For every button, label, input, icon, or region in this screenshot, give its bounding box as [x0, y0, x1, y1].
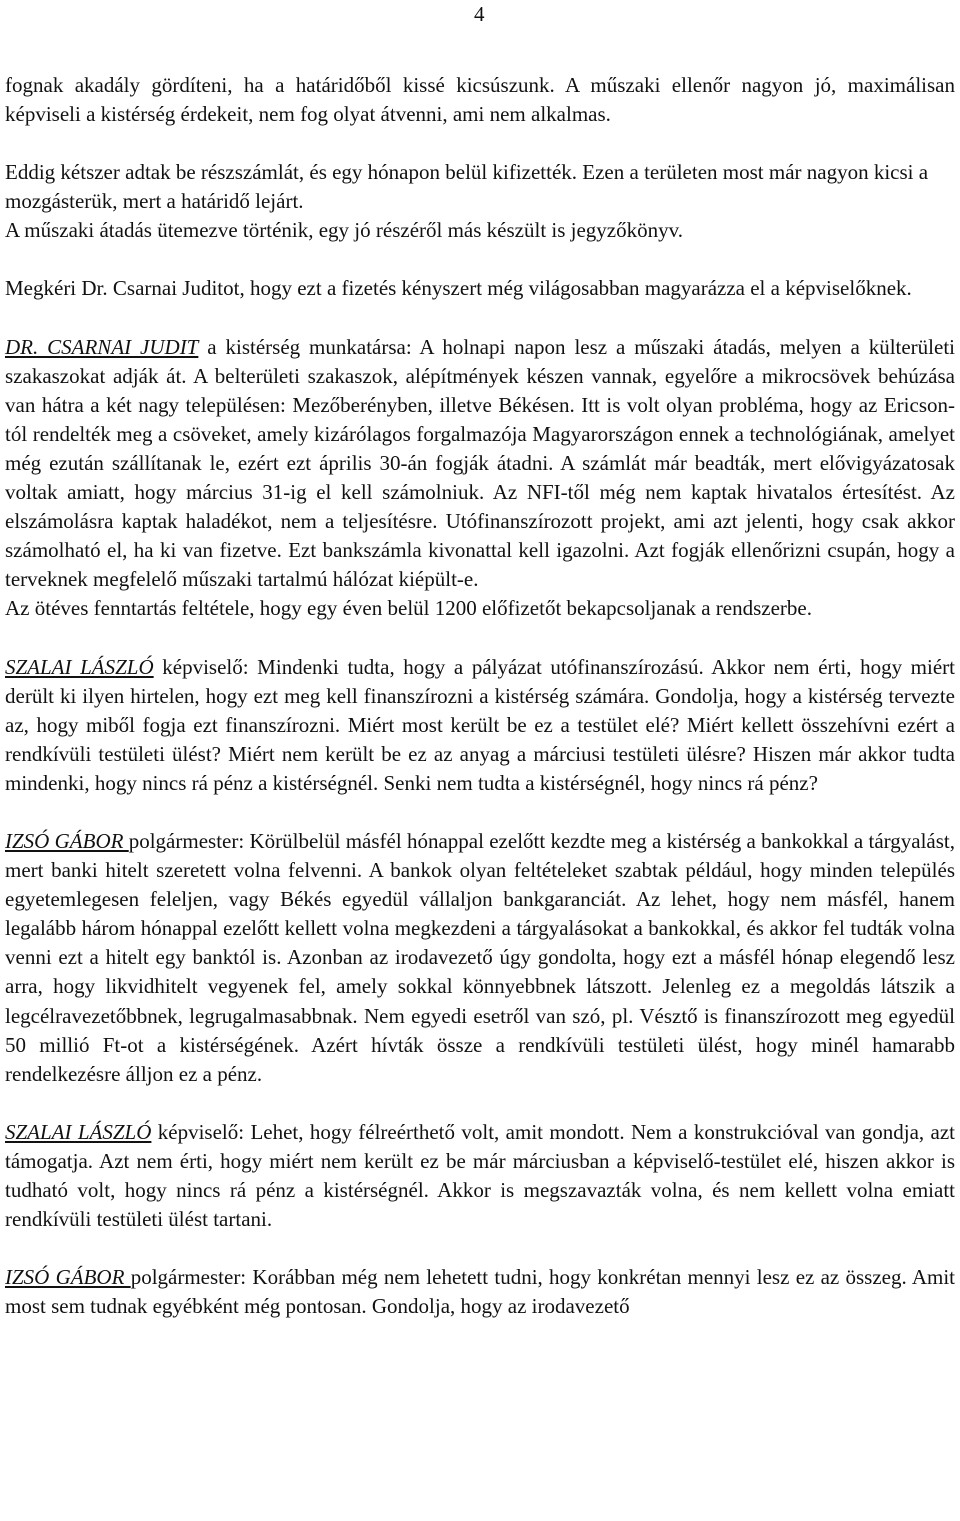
paragraph-invoices: [5, 158, 955, 216]
speech-csarnai-judit: [5, 333, 955, 595]
speaker-name: DR. CSARNAI JUDIT: [5, 334, 199, 359]
speech-izso-gabor-1: [5, 827, 955, 1089]
paragraph-text: A műszaki átadás ütemezve történik, egy jó részéről más készült is jegyzőkönyv.: [5, 218, 684, 243]
paragraph-maintenance: [5, 594, 955, 623]
paragraph-text: fognak akadály gördíteni, ha a határidőből kissé kicsúszunk. A műszaki ellenőr nagyon jó, maximálisan képviseli a kistérség érdekeit, nem fog olyat átvenni, ami nem alkalmas.: [5, 73, 955, 127]
speech-text: polgármester: Korábban még nem lehetett tudni, hogy konkrétan mennyi lesz ez az összeg. Amit most sem tudnak egyébként még pontosan. Gondolja, hogy az irodavezető: [5, 1265, 955, 1319]
paragraph-continuation: [5, 71, 955, 129]
paragraph-text: Az ötéves fenntartás feltétele, hogy egy éven belül 1200 előfizetőt bekapcsoljanak a rendszerbe.: [5, 596, 812, 621]
paragraph-text: Megkéri Dr. Csarnai Juditot, hogy ezt a fizetés kényszert még világosabban magyarázza el a képviselőknek.: [5, 276, 912, 301]
speaker-name: SZALAI LÁSZLÓ: [5, 1119, 152, 1144]
speech-text: képviselő: Lehet, hogy félreérthető volt, amit mondott. Nem a konstrukcióval van gondja, azt támogatja. Azt nem érti, hogy miért nem került ez be már márciusban a képviselő-testület elé, hiszen akkor is tudható volt, hogy nincs rá pénz a kistérségnél. Akkor is megszavazták volna, és nem kellett volna emiatt rendkívüli testületi ülést tartani.: [5, 1119, 955, 1232]
paragraph-request: [5, 274, 955, 303]
page-number: 4: [474, 2, 485, 26]
speech-text: polgármester: Körülbelül másfél hónappal ezelőtt kezdte meg a kistérség a bankokkal a tárgyalást, mert banki hitelt szeretett volna felvenni. A bankok olyan feltételeket szabtak például, hogy minden település egyetemlegesen feleljen, vagy Békés egyedül vállaljon bankgaranciát. Az lehet, hogy nem másfél, hanem legalább három hónappal ezelőtt kellett volna megkezdeni a tárgyalásokat a bankokkal, és akkor fel tudták volna venni ezt a hitelt egy banktól is. Azonban az irodavezető úgy gondolta, hogy ezt a másfél hónap elegendő lesz arra, hogy likvidhitelt vegyenek fel, amely sokkal könnyebbnek látszott. Jelenleg ez a megoldás látszik a legcélravezetőbbnek, legrugalmasabbnak. Nem egyedi esetről van szó, pl. Vésztő is finanszírozott meg egyedül 50 millió Ft-ot a kistérségének. Azért hívták össze a rendkívüli testületi ülést, hogy minél hamarabb rendelkezésre álljon ez a pénz.: [5, 828, 955, 1086]
speech-izso-gabor-2: [5, 1263, 955, 1321]
speech-text: képviselő: Mindenki tudta, hogy a pályázat utófinanszírozású. Akkor nem érti, hogy miért derült ki ilyen hirtelen, hogy ezt meg kell finanszírozni a kistérség számára. Gondolja, hogy a kistérség tervezte az, hogy miből fogja ezt finanszírozni. Miért most került be ez a testület elé? Miért kellett összehívni ezért a rendkívüli testületi ülést? Miért nem került be ez az anyag a márciusi testületi ülésre? Hiszen már akkor tudta mindenki, hogy nincs rá pénz a kistérségnél. Senki nem tudta a kistérségnél, hogy nincs rá pénz?: [5, 654, 955, 795]
document-body: [5, 71, 955, 1321]
paragraph-text: Eddig kétszer adtak be részszámlát, és egy hónapon belül kifizették. Ezen a területen most már nagyon kicsi a mozgásterük, mert a határidő lejárt.: [5, 160, 929, 214]
speaker-name: SZALAI LÁSZLÓ: [5, 654, 154, 679]
speech-szalai-laszlo-2: [5, 1118, 955, 1234]
paragraph-handover: [5, 216, 955, 245]
speaker-name: IZSÓ GÁBOR: [5, 828, 129, 853]
speech-szalai-laszlo-1: [5, 653, 955, 798]
speech-text: a kistérség munkatársa: A holnapi napon lesz a műszaki átadás, melyen a külterületi szakaszokat adják át. A belterületi szakaszok, alépítmények készen vannak, egyelőre a mikrocsövek behúzása van hátra a két nagy településen: Mezőberényben, illetve Békésen. Itt is volt olyan probléma, hogy az Ericson-tól rendelték meg a csöveket, amely kizárólagos forgalmazója Magyarországon ennek a technológiának, amelyet még ezután szállítanak le, ezért ezt április 30-án fogják átadni. A számlát már beadták, mert elővigyázatosak voltak amiatt, hogy március 31-ig el kell számolniuk. Az NFI-től még nem kaptak hivatalos értesítést. Az elszámolásra kaptak haladékot, nem a teljesítésre. Utófinanszírozott projekt, ami azt jelenti, hogy csak akkor számolható el, ha ki van fizetve. Ezt bankszámla kivonattal kell igazolni. Azt fogják ellenőrizni csupán, hogy a terveknek megfelelő műszaki tartalmú hálózat kiépült-e.: [5, 334, 955, 592]
speaker-name: IZSÓ GÁBOR: [5, 1265, 131, 1290]
